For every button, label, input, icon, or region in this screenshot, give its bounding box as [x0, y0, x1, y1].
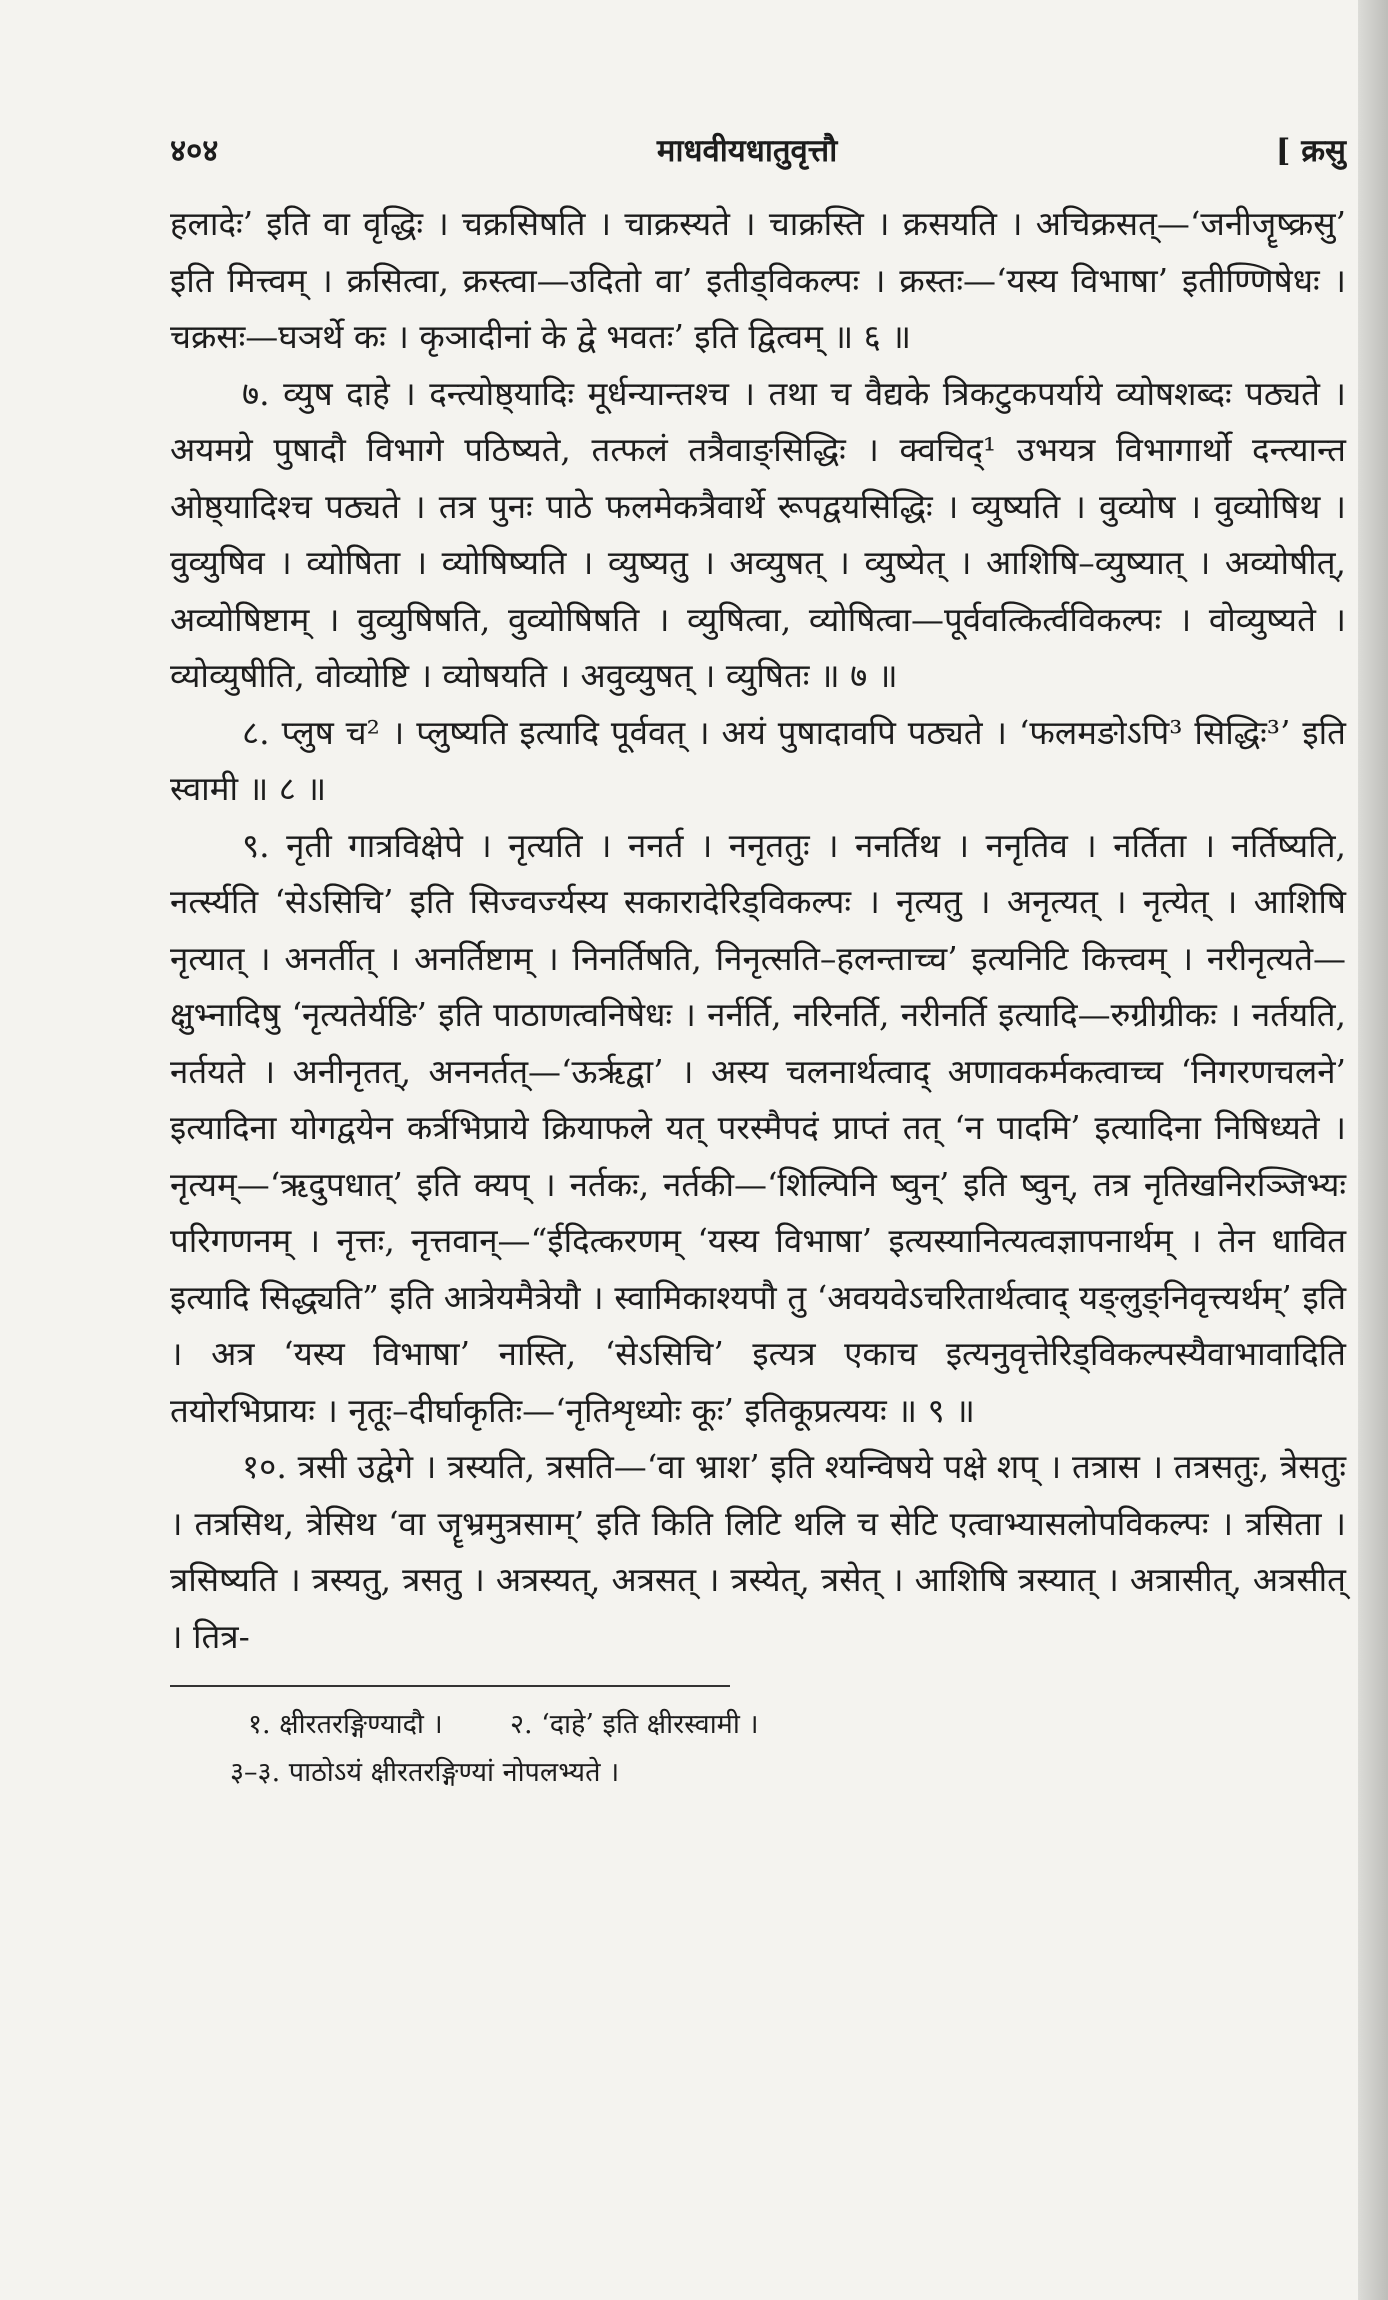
page-content	[170, 120, 1346, 1797]
footnote-3: ३–३. पाठोऽयं क्षीरतरङ्गिण्यां नोपलभ्यते ।	[230, 1757, 620, 1788]
page-edge-shadow	[1358, 0, 1388, 2300]
paragraph-entry-7: ७. व्युष दाहे । दन्त्योष्ठ्यादिः मूर्धन्यान्तश्च । तथा च वैद्यके त्रिकटुकपर्याये व्योषशब्दः पठ्यते । अयमग्रे पुषादौ विभागे पठिष्यते, तत्फलं तत्रैवाङ्सिद्धिः । क्वचिद्¹ उभयत्र विभागार्थो दन्त्यान्त ओष्ठ्यादिश्च पठ्यते । तत्र पुनः पाठे फलमेकत्रैवार्थे रूपद्वयसिद्धिः । व्युष्यति । वुव्योष । वुव्योषिथ । वुव्युषिव । व्योषिता । व्योषिष्यति । व्युष्यतु । अव्युषत् । व्युष्येत् । आशिषि–व्युष्यात् । अव्योषीत्, अव्योषिष्टाम् । वुव्युषिषति, वुव्योषिषति । व्युषित्वा, व्योषित्वा—पूर्ववत्किर्त्वविकल्पः । वोव्युष्यते । व्योव्युषीति, वोव्योष्टि । व्योषयति । अवुव्युषत् । व्युषितः ॥ ७ ॥	[170, 373, 1346, 695]
footnote-line-2	[170, 1749, 1346, 1797]
footnote-1: १. क्षीरतरङ्गिण्यादौ ।	[248, 1709, 443, 1740]
page-header	[170, 120, 1346, 180]
paragraph-continuation: हलादेः’ इति वा वृद्धिः । चक्रसिषति । चाक्रस्यते । चाक्रस्ति । क्रसयति । अचिक्रसत्—‘जनीजॄष्क्रसु’ इति मित्त्वम् । क्रसित्वा, क्रस्त्वा—उदितो वा’ इतीड्विकल्पः । क्रस्तः—‘यस्य विभाषा’ इतीण्णिषेधः । चक्रसः—घञर्थे कः । कृञादीनां के द्वे भवतः’ इति द्वित्वम् ॥ ६ ॥	[170, 204, 1346, 356]
footnote-2: २. ‘दाहे’ इति क्षीरस्वामी ।	[509, 1709, 759, 1740]
page-number: ४०४	[170, 133, 219, 169]
footnote-divider	[170, 1685, 730, 1687]
running-title: माधवीयधातुवृत्तौ	[656, 133, 838, 169]
paragraph-entry-9: ९. नृती गात्रविक्षेपे । नृत्यति । ननर्त । ननृततुः । ननर्तिथ । ननृतिव । नर्तिता । नर्तिष्यति, नर्त्स्यति ‘सेऽसिचि’ इति सिज्वर्ज्यस्य सकारादेरिड्विकल्पः । नृत्यतु । अनृत्यत् । नृत्येत् । आशिषि नृत्यात् । अनर्तीत् । अनर्तिष्टाम् । निनर्तिषति, निनृत्सति–हलन्ताच्च’ इत्यनिटि कित्त्वम् । नरीनृत्यते—क्षुभ्नादिषु ‘नृत्यतेर्यङि’ इति पाठाणत्वनिषेधः । नर्नर्ति, नरिनर्ति, नरीनर्ति इत्यादि—रुग्रीग्रीकः । नर्तयति, नर्तयते । अनीनृतत्, अननर्तत्—‘ऊर्ऋद्वा’ । अस्य चलनार्थत्वाद् अणावकर्मकत्वाच्च ‘निगरणचलने’ इत्यादिना योगद्वयेन कर्त्रभिप्राये क्रियाफले यत् परस्मैपदं प्राप्तं तत् ‘न पादमि’ इत्यादिना निषिध्यते । नृत्यम्—‘ऋदुपधात्’ इति क्यप् । नर्तकः, नर्तकी—‘शिल्पिनि ष्वुन्’ इति ष्वुन्, तत्र नृतिखनिरञ्जिभ्यः परिगणनम् । नृत्तः, नृत्तवान्—“ईदित्करणम् ‘यस्य विभाषा’ इत्यस्यानित्यत्वज्ञापनार्थम् । तेन धावित इत्यादि सिद्ध्यति” इति आत्रेयमैत्रेयौ । स्वामिकाश्यपौ तु ‘अवयवेऽचरितार्थत्वाद् यङ्लुङ्निवृत्त्यर्थम्’ इति । अत्र ‘यस्य विभाषा’ नास्ति, ‘सेऽसिचि’ इत्यत्र एकाच इत्यनुवृत्तेरिड्विकल्पस्यैवाभावादिति तयोरभिप्रायः । नृतूः–दीर्घाकृतिः—‘नृतिशृध्योः कूः’ इतिकूप्रत्ययः ॥ ९ ॥	[170, 825, 1346, 1430]
section-mark: [ क्रसु	[1275, 133, 1346, 169]
paragraph-entry-10: १०. त्रसी उद्वेगे । त्रस्यति, त्रसति—‘वा भ्राश’ इति श्यन्विषये पक्षे शप् । तत्रास । तत्रसतुः, त्रेसतुः । तत्रसिथ, त्रेसिथ ‘वा जॄभ्रमुत्रसाम्’ इति किति लिटि थलि च सेटि एत्वाभ्यासलोपविकल्पः । त्रसिता । त्रसिष्यति । त्रस्यतु, त्रसतु । अत्रस्यत्, अत्रसत् । त्रस्येत्, त्रसेत् । आशिषि त्रस्यात् । अत्रासीत्, अत्रसीत् । तित्र-	[170, 1447, 1346, 1656]
paragraph-entry-8: ८. प्लुष च² । प्लुष्यति इत्यादि पूर्ववत् । अयं पुषादावपि पठ्यते । ‘फलमङोऽपि³ सिद्धिः³’ इति स्वामी ॥ ८ ॥	[170, 712, 1346, 808]
footnote-line-1	[170, 1701, 1346, 1749]
